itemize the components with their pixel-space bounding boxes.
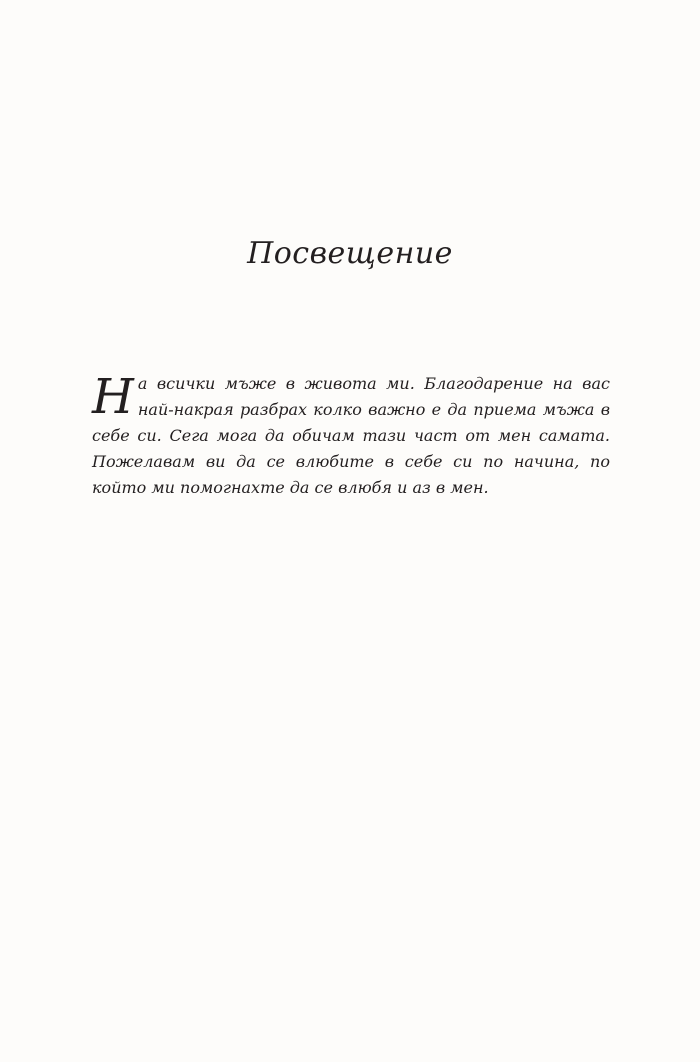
- page-title: Посвещение: [247, 236, 453, 271]
- dedication-text: а всички мъже в живота ми. Благодарение на вас най-накрая разбрах колко важно е да приема мъжа в себе си. Сега мога да обичам тази част от мен самата. Пожелавам ви да се влюбите в себе си по начина, по който ми помогнахте да се влюбя и аз в мен.: [92, 374, 610, 497]
- drop-cap: Н: [92, 369, 134, 425]
- dedication-paragraph: [92, 371, 610, 501]
